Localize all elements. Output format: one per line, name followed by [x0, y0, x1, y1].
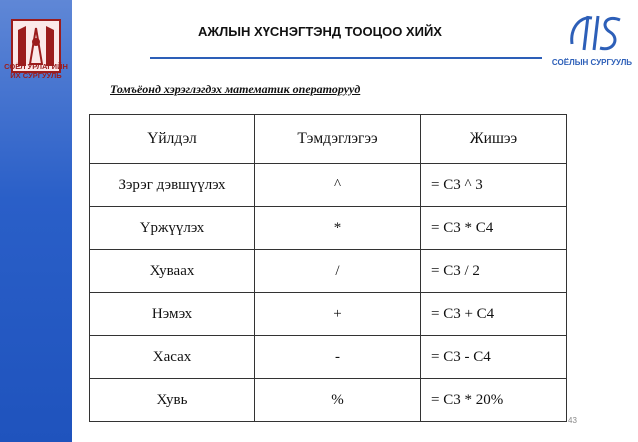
cell-example: = C3 + C4 — [421, 293, 567, 336]
cell-operation: Хуваах — [90, 250, 255, 293]
cell-symbol: / — [255, 250, 421, 293]
title-underline — [150, 57, 542, 59]
table-row — [90, 164, 567, 207]
page-title: АЖЛЫН ХҮСНЭГТЭНД ТООЦОО ХИЙХ — [198, 24, 442, 39]
school-emblem-icon — [566, 10, 626, 56]
table-row — [90, 250, 567, 293]
right-logo-caption: СОЁЛЫН СУРГУУЛЬ — [551, 58, 633, 67]
left-logo-caption — [0, 62, 72, 80]
sidebar-band — [0, 0, 72, 442]
table-row — [90, 336, 567, 379]
cell-example: = C3 * 20% — [421, 379, 567, 422]
operators-table — [89, 114, 567, 422]
cell-operation: Үржүүлэх — [90, 207, 255, 250]
cell-operation: Нэмэх — [90, 293, 255, 336]
table-header-row — [90, 115, 567, 164]
cell-symbol: * — [255, 207, 421, 250]
cell-operation: Зэрэг дэвшүүлэх — [90, 164, 255, 207]
cell-symbol: ^ — [255, 164, 421, 207]
table-row — [90, 293, 567, 336]
cell-symbol: % — [255, 379, 421, 422]
header-example: Жишээ — [421, 115, 567, 164]
table-row — [90, 379, 567, 422]
cell-symbol: - — [255, 336, 421, 379]
cell-symbol: + — [255, 293, 421, 336]
header-symbol: Тэмдэглэгээ — [255, 115, 421, 164]
cell-example: = C3 / 2 — [421, 250, 567, 293]
section-subtitle: Томъёонд хэрэглэгдэх математик операторууд — [110, 82, 361, 96]
left-logo-line2: ИХ СУРГУУЛЬ — [10, 71, 62, 80]
table-row — [90, 207, 567, 250]
page-number: 43 — [568, 416, 577, 425]
cell-operation: Хасах — [90, 336, 255, 379]
cell-example: = C3 ^ 3 — [421, 164, 567, 207]
header-operation: Үйлдэл — [90, 115, 255, 164]
cell-example: = C3 - C4 — [421, 336, 567, 379]
cell-example: = C3 * C4 — [421, 207, 567, 250]
left-logo-line1: СОЁЛ УРЛАГИЙН — [4, 62, 68, 71]
cell-operation: Хувь — [90, 379, 255, 422]
